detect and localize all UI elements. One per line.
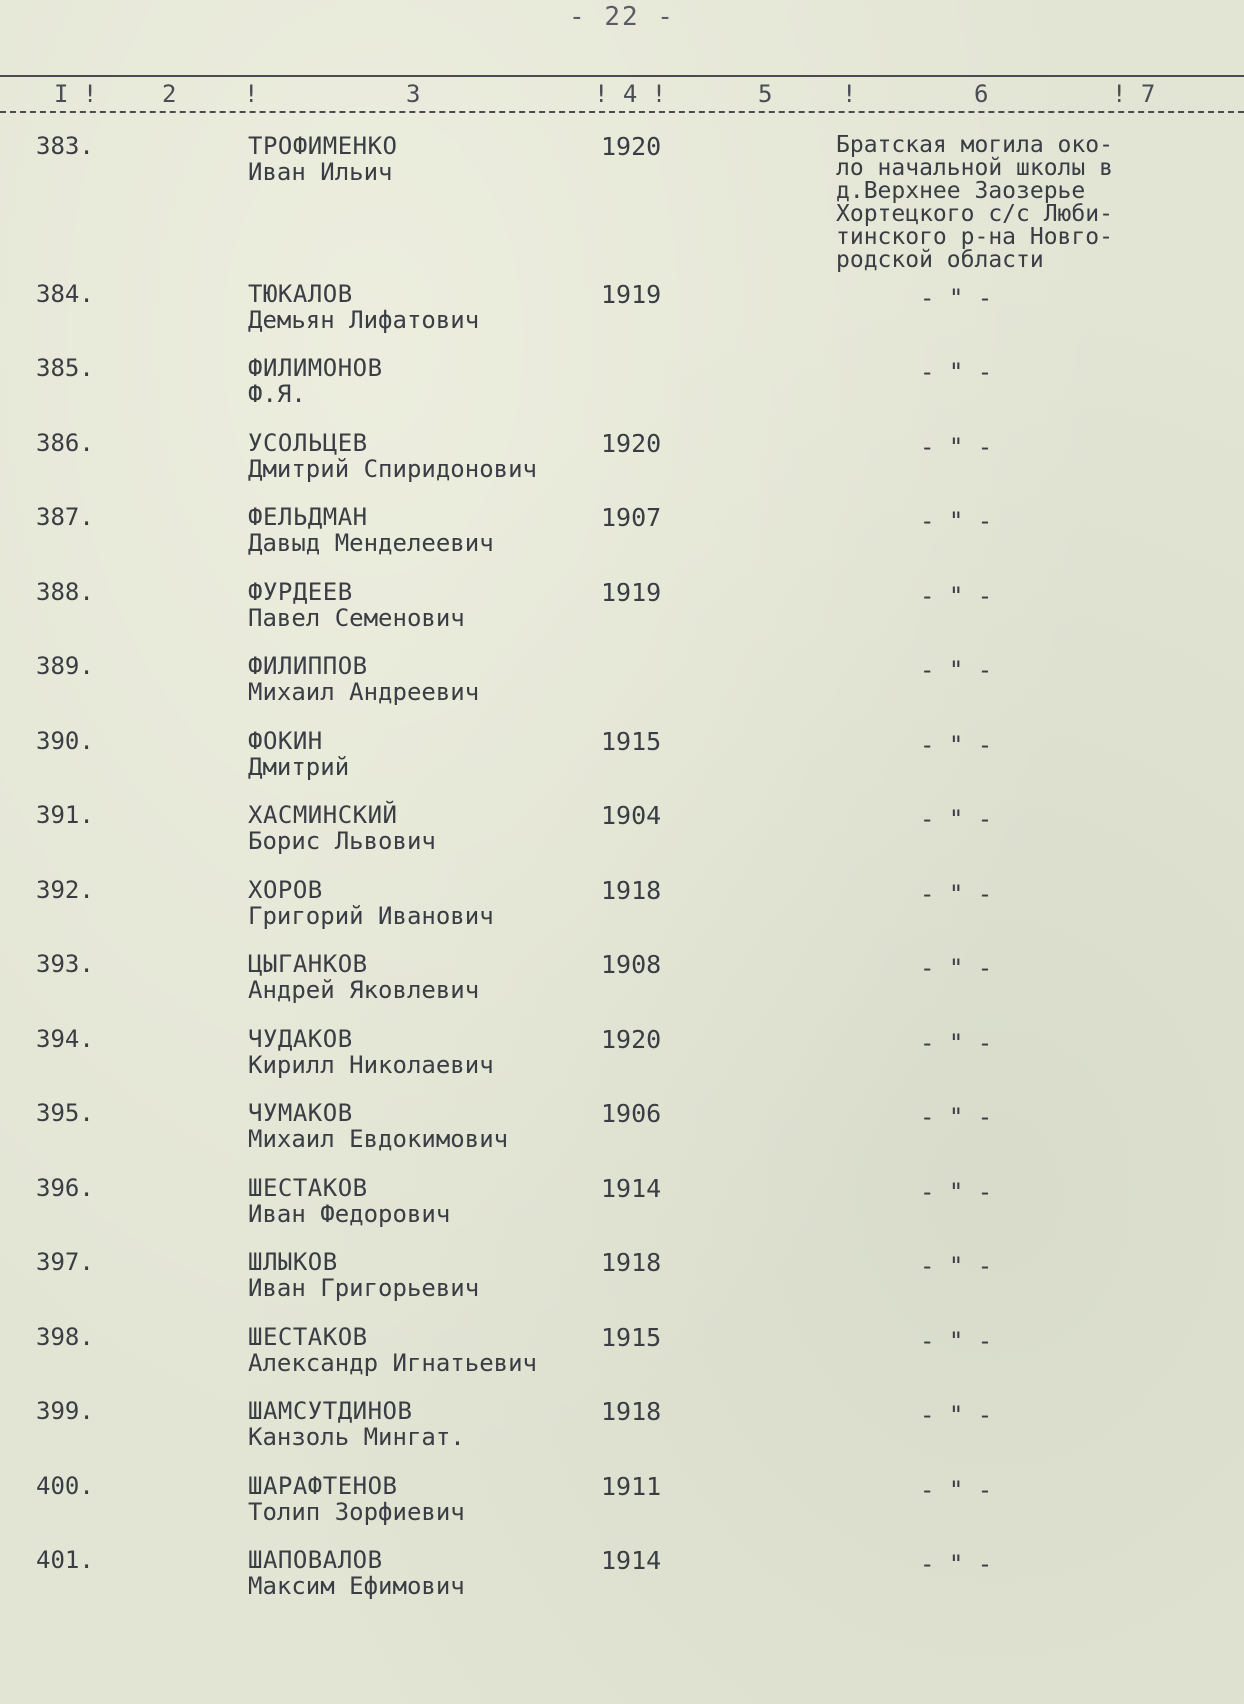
entry-number: 386. bbox=[36, 429, 94, 457]
burial-place-line: Хортецкого с/с Люби- bbox=[836, 201, 1113, 227]
entry-number: 391. bbox=[36, 801, 94, 829]
entry-burial-ditto: - " - bbox=[920, 805, 993, 833]
entry-birth-year: 1914 bbox=[601, 1546, 662, 1575]
entry-number: 387. bbox=[36, 503, 94, 531]
entry-surname: ШЛЫКОВ bbox=[248, 1248, 338, 1276]
entry-birth-year: 1904 bbox=[601, 801, 662, 830]
entry-surname: ФЕЛЬДМАН bbox=[248, 503, 368, 531]
burial-place-line: родской области bbox=[836, 247, 1044, 273]
entry-birth-year: 1908 bbox=[601, 950, 662, 979]
entry-surname: ФИЛИППОВ bbox=[248, 652, 368, 680]
entry-surname: ЦЫГАНКОВ bbox=[248, 950, 368, 978]
entry-burial-ditto: - " - bbox=[920, 1327, 993, 1355]
entry-surname: ХОРОВ bbox=[248, 876, 323, 904]
entry-number: 390. bbox=[36, 727, 94, 755]
entry-row bbox=[0, 1466, 1244, 1540]
entry-burial-ditto: - " - bbox=[920, 284, 993, 312]
entry-row bbox=[0, 126, 1244, 200]
entry-surname: ШЕСТАКОВ bbox=[248, 1323, 368, 1351]
entry-number: 384. bbox=[36, 280, 94, 308]
entry-birth-year: 1919 bbox=[601, 578, 662, 607]
entry-surname: ФУРДЕЕВ bbox=[248, 578, 353, 606]
entry-surname: ХАСМИНСКИЙ bbox=[248, 801, 398, 829]
entry-burial-ditto: - " - bbox=[920, 1401, 993, 1429]
column-header-2: 2 bbox=[162, 80, 177, 108]
entry-given-name: Давыд Менделеевич bbox=[248, 529, 494, 557]
column-header-1: I ! bbox=[54, 80, 98, 108]
entry-burial-ditto: - " - bbox=[920, 1252, 993, 1280]
entry-number: 399. bbox=[36, 1397, 94, 1425]
entry-surname: ФОКИН bbox=[248, 727, 323, 755]
page-number: - 22 - bbox=[569, 2, 675, 32]
entry-given-name: Михаил Андреевич bbox=[248, 678, 480, 706]
entry-given-name: Александр Игнатьевич bbox=[248, 1349, 537, 1377]
entry-birth-year: 1915 bbox=[601, 727, 662, 756]
entry-given-name: Максим Ефимович bbox=[248, 1572, 465, 1600]
entry-burial-ditto: - " - bbox=[920, 507, 993, 535]
entry-surname: ТЮКАЛОВ bbox=[248, 280, 353, 308]
entry-given-name: Дмитрий bbox=[248, 753, 350, 781]
entry-given-name: Иван Ильич bbox=[248, 158, 393, 186]
column-header-5: 5 bbox=[758, 80, 773, 108]
entry-burial-ditto: - " - bbox=[920, 582, 993, 610]
entry-row bbox=[0, 497, 1244, 571]
entry-given-name: Дмитрий Спиридонович bbox=[248, 455, 537, 483]
burial-place-line: Братская могила око- bbox=[836, 132, 1113, 158]
entry-birth-year: 1915 bbox=[601, 1323, 662, 1352]
entry-burial-ditto: - " - bbox=[920, 656, 993, 684]
entry-burial-ditto: - " - bbox=[920, 1476, 993, 1504]
entry-birth-year: 1920 bbox=[601, 132, 662, 161]
entry-row bbox=[0, 572, 1244, 646]
entry-row bbox=[0, 348, 1244, 422]
entry-given-name: Ф.Я. bbox=[248, 380, 306, 408]
entry-row bbox=[0, 1540, 1244, 1614]
burial-place-line: д.Верхнее Заозерье bbox=[836, 178, 1086, 204]
entry-row bbox=[0, 1242, 1244, 1316]
entry-number: 394. bbox=[36, 1025, 94, 1053]
entry-row bbox=[0, 646, 1244, 720]
entry-given-name: Кирилл Николаевич bbox=[248, 1051, 494, 1079]
entry-number: 389. bbox=[36, 652, 94, 680]
entry-number: 400. bbox=[36, 1472, 94, 1500]
entry-burial-ditto: - " - bbox=[920, 731, 993, 759]
entry-row bbox=[0, 1019, 1244, 1093]
entry-burial-ditto: - " - bbox=[920, 880, 993, 908]
entry-row bbox=[0, 274, 1244, 348]
entry-surname: ШАРАФТЕНОВ bbox=[248, 1472, 398, 1500]
entry-given-name: Демьян Лифатович bbox=[248, 306, 480, 334]
entry-row bbox=[0, 1168, 1244, 1242]
header-bottom-rule bbox=[0, 111, 1244, 113]
entry-given-name: Григорий Иванович bbox=[248, 902, 494, 930]
entry-burial-ditto: - " - bbox=[920, 358, 993, 386]
entry-burial-ditto: - " - bbox=[920, 433, 993, 461]
entry-number: 388. bbox=[36, 578, 94, 606]
entry-surname: ШАМСУТДИНОВ bbox=[248, 1397, 413, 1425]
entry-number: 392. bbox=[36, 876, 94, 904]
entry-given-name: Михаил Евдокимович bbox=[248, 1125, 509, 1153]
entry-number: 398. bbox=[36, 1323, 94, 1351]
entry-given-name: Андрей Яковлевич bbox=[248, 976, 480, 1004]
entry-burial-ditto: - " - bbox=[920, 1550, 993, 1578]
entry-birth-year: 1920 bbox=[601, 1025, 662, 1054]
entry-number: 385. bbox=[36, 354, 94, 382]
entry-surname: ФИЛИМОНОВ bbox=[248, 354, 383, 382]
entry-number: 401. bbox=[36, 1546, 94, 1574]
entry-birth-year: 1906 bbox=[601, 1099, 662, 1128]
entry-burial-ditto: - " - bbox=[920, 1178, 993, 1206]
entry-surname: ТРОФИМЕНКО bbox=[248, 132, 398, 160]
entry-birth-year: 1920 bbox=[601, 429, 662, 458]
column-header-6: 6 bbox=[974, 80, 989, 108]
entry-number: 383. bbox=[36, 132, 94, 160]
entry-birth-year: 1919 bbox=[601, 280, 662, 309]
entry-given-name: Павел Семенович bbox=[248, 604, 465, 632]
entry-birth-year: 1911 bbox=[601, 1472, 662, 1501]
column-separator: ! bbox=[842, 80, 857, 108]
entry-burial-ditto: - " - bbox=[920, 954, 993, 982]
entry-row bbox=[0, 423, 1244, 497]
column-separator: ! bbox=[244, 80, 259, 108]
column-header-7: ! 7 bbox=[1112, 80, 1156, 108]
entry-birth-year: 1914 bbox=[601, 1174, 662, 1203]
column-header-3: 3 bbox=[406, 80, 421, 108]
entry-surname: ЧУМАКОВ bbox=[248, 1099, 353, 1127]
entry-row bbox=[0, 944, 1244, 1018]
column-header-4: ! 4 ! bbox=[594, 80, 667, 108]
entry-number: 395. bbox=[36, 1099, 94, 1127]
entry-burial-ditto: - " - bbox=[920, 1029, 993, 1057]
column-header-row bbox=[0, 80, 1244, 110]
entry-given-name: Иван Григорьевич bbox=[248, 1274, 480, 1302]
entry-number: 397. bbox=[36, 1248, 94, 1276]
entry-row bbox=[0, 1391, 1244, 1465]
entry-surname: ШАПОВАЛОВ bbox=[248, 1546, 383, 1574]
entry-row bbox=[0, 795, 1244, 869]
header-top-rule bbox=[0, 75, 1244, 77]
entry-given-name: Толип Зорфиевич bbox=[248, 1498, 465, 1526]
entry-given-name: Канзоль Мингат. bbox=[248, 1423, 465, 1451]
entry-given-name: Иван Федорович bbox=[248, 1200, 451, 1228]
entry-surname: ЧУДАКОВ bbox=[248, 1025, 353, 1053]
entry-number: 396. bbox=[36, 1174, 94, 1202]
entry-surname: УСОЛЬЦЕВ bbox=[248, 429, 368, 457]
burial-place-line: ло начальной школы в bbox=[836, 155, 1113, 181]
burial-place-line: тинского р-на Новго- bbox=[836, 224, 1113, 250]
entry-row bbox=[0, 1317, 1244, 1391]
entry-birth-year: 1918 bbox=[601, 876, 662, 905]
entry-birth-year: 1918 bbox=[601, 1397, 662, 1426]
entry-birth-year: 1907 bbox=[601, 503, 662, 532]
entry-burial-ditto: - " - bbox=[920, 1103, 993, 1131]
entry-surname: ШЕСТАКОВ bbox=[248, 1174, 368, 1202]
entry-row bbox=[0, 870, 1244, 944]
entry-given-name: Борис Львович bbox=[248, 827, 436, 855]
entry-number: 393. bbox=[36, 950, 94, 978]
entry-birth-year: 1918 bbox=[601, 1248, 662, 1277]
entry-row bbox=[0, 721, 1244, 795]
entry-row bbox=[0, 1093, 1244, 1167]
